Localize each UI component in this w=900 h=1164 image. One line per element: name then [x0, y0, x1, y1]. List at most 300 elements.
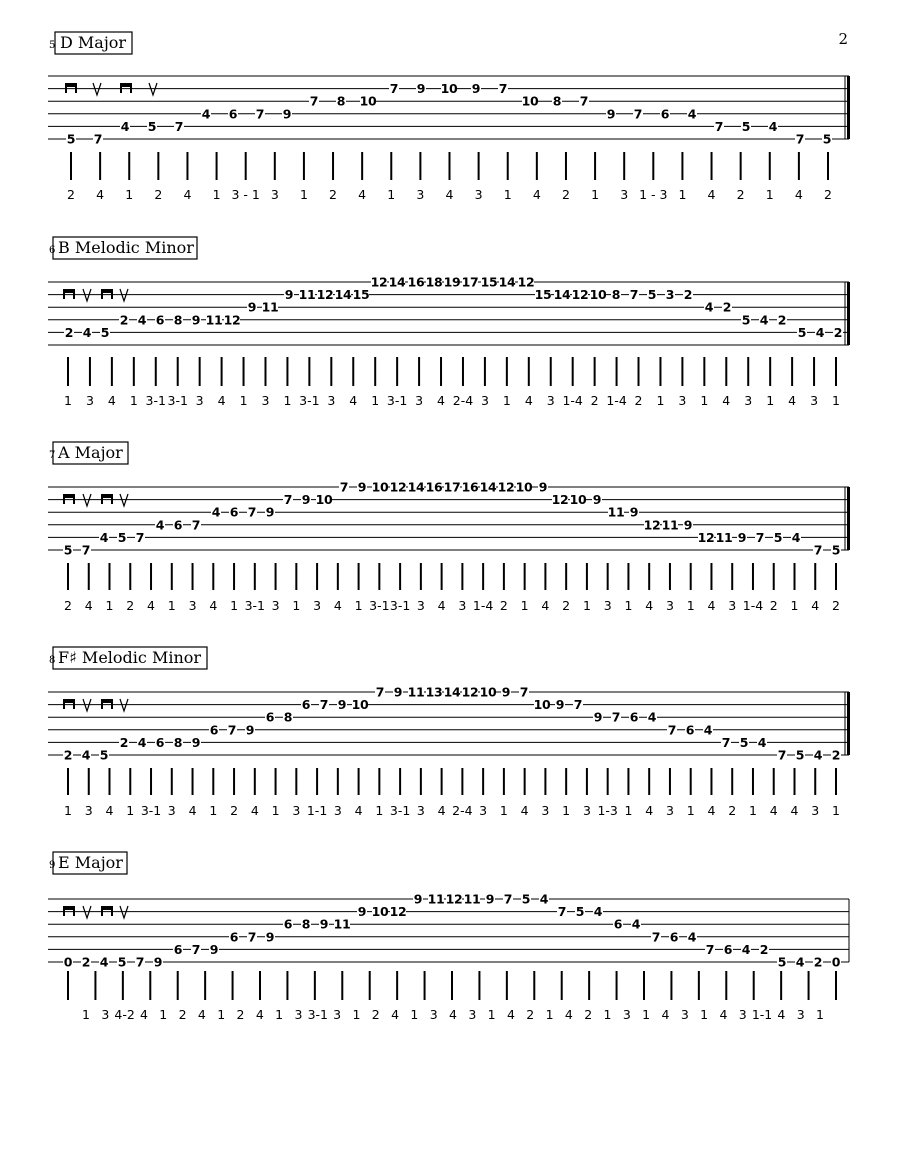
fingering-number: 1	[520, 598, 529, 613]
fingering-number: 4	[437, 393, 446, 408]
fret-number: 7	[319, 697, 329, 713]
fingering-number: 1	[371, 393, 380, 408]
fret-number: 7	[519, 684, 529, 700]
fingering-number: 3	[810, 393, 819, 408]
fingering-number: 4	[719, 1007, 728, 1022]
fret-number: 7	[247, 504, 257, 520]
fret-number: 7	[375, 684, 385, 700]
fret-number: 9	[265, 504, 275, 520]
fingering-number: 3-1	[389, 598, 411, 613]
fret-number: 10	[521, 93, 539, 109]
fret-number: 12	[389, 904, 407, 920]
fret-number: 9	[191, 312, 201, 328]
fingering-number: 4	[358, 187, 367, 202]
fret-number: 11	[407, 684, 425, 700]
fret-number: 12	[497, 479, 515, 495]
fret-number: 6	[660, 106, 670, 122]
fingering-number: 1	[292, 598, 301, 613]
downstroke-left-leg	[101, 699, 103, 709]
fret-number: 16	[425, 479, 443, 495]
fingering-number: 1	[499, 803, 508, 818]
fingering-number: 4	[707, 187, 716, 202]
fret-number: 7	[81, 542, 91, 558]
fret-number: 11	[298, 287, 316, 303]
fingering-number: 3	[665, 598, 674, 613]
downstroke-icon	[101, 906, 113, 916]
fret-number: 7	[579, 93, 589, 109]
final-barline-thick	[847, 76, 850, 139]
fingering-number: 4	[532, 187, 541, 202]
fret-number: 7	[714, 118, 724, 134]
fret-number: 5	[99, 747, 109, 763]
fret-number: 6	[265, 709, 275, 725]
downstroke-left-leg	[63, 699, 65, 709]
fingering-number: 4	[777, 1007, 786, 1022]
fret-number: 14	[479, 479, 497, 495]
fret-number: 6	[173, 941, 183, 957]
fret-number: 5	[63, 542, 73, 558]
fret-number: 9	[471, 81, 481, 97]
fingering-number: 4	[661, 1007, 670, 1022]
fret-number: 7	[283, 492, 293, 508]
fret-number: 14	[553, 287, 571, 303]
fingering-number: 1	[209, 803, 218, 818]
fingering-number: 4	[707, 803, 716, 818]
fret-number: 2	[759, 941, 769, 957]
fret-number: 7	[174, 118, 184, 134]
fret-number: 12	[517, 274, 535, 290]
fingering-number: 3	[678, 393, 687, 408]
section-title: E Major	[58, 853, 123, 872]
fret-number: 10	[440, 81, 458, 97]
fingering-number: 4	[209, 598, 218, 613]
fret-number: 4	[211, 504, 221, 520]
fret-number: 7	[191, 941, 201, 957]
fret-number: 7	[721, 734, 731, 750]
fret-number: 12	[316, 287, 334, 303]
downstroke-right-leg	[111, 494, 113, 504]
fret-number: 9	[191, 734, 201, 750]
fret-number: 15	[352, 287, 370, 303]
fingering-number: 4	[333, 598, 342, 613]
fret-number: 6	[723, 941, 733, 957]
fret-number: 4	[631, 916, 641, 932]
fret-number: 11	[661, 517, 679, 533]
fingering-number: 3	[479, 803, 488, 818]
fret-number: 5	[741, 118, 751, 134]
fingering-number: 2-4	[452, 803, 473, 818]
fret-number: 5	[773, 529, 783, 545]
fingering-number: 3	[292, 803, 301, 818]
fret-number: 5	[117, 954, 127, 970]
fret-number: 5	[100, 324, 110, 340]
fingering-number: 1-3	[597, 803, 618, 818]
fingering-number: 4	[96, 187, 105, 202]
fret-number: 4	[791, 529, 801, 545]
fingering-number: 3	[541, 803, 550, 818]
downstroke-right-leg	[73, 494, 75, 504]
fret-number: 9	[153, 954, 163, 970]
downstroke-left-leg	[63, 494, 65, 504]
tab-system	[48, 442, 850, 613]
fingering-number: 2	[526, 1007, 535, 1022]
fingering-number: 4	[445, 187, 454, 202]
tab-system	[48, 237, 850, 408]
fingering-number: 4	[147, 598, 156, 613]
fret-number: 7	[339, 479, 349, 495]
fingering-number: 4	[564, 1007, 573, 1022]
fingering-number: 4	[506, 1007, 515, 1022]
fingering-number: 1	[352, 1007, 361, 1022]
fingering-number: 3	[261, 393, 270, 408]
fingering-number: 3-1	[140, 803, 162, 818]
fingering-number: 1	[82, 1007, 90, 1022]
fret-number: 4	[647, 709, 657, 725]
fingering-number: 3-1	[386, 393, 408, 408]
fingering-number: 3	[603, 598, 612, 613]
fingering-number: 4	[788, 393, 797, 408]
fret-number: 7	[573, 697, 583, 713]
fret-number: 4	[137, 734, 147, 750]
fingering-number: 1-4	[742, 598, 764, 613]
fingering-number: 4	[84, 598, 93, 613]
fingering-number: 3	[416, 598, 425, 613]
fingering-number: 1	[125, 187, 134, 202]
fret-number: 9	[592, 492, 602, 508]
fret-number: 5	[777, 954, 787, 970]
fret-number: 2	[64, 324, 74, 340]
fingering-number: 4	[183, 187, 192, 202]
fingering-number: 4	[349, 393, 358, 408]
fret-number: 18	[425, 274, 443, 290]
downstroke-icon	[63, 699, 75, 709]
fret-number: 8	[611, 287, 621, 303]
fingering-number: 4	[437, 598, 446, 613]
fret-number: 11	[333, 916, 351, 932]
fret-number: 13	[425, 684, 443, 700]
downstroke-left-leg	[63, 906, 65, 916]
fingering-number: 1	[678, 187, 687, 202]
fingering-number: 1	[167, 598, 176, 613]
fingering-number: 1-4	[606, 393, 627, 408]
fingering-number: 3	[270, 187, 279, 202]
fingering-number: 3	[188, 598, 197, 613]
fingering-number: 1	[129, 393, 138, 408]
fret-number: 11	[607, 504, 625, 520]
fingering-number: 3-1	[307, 1007, 329, 1022]
fingering-number: 3	[811, 803, 820, 818]
fingering-number: 1	[375, 803, 384, 818]
fret-number: 7	[629, 287, 639, 303]
fingering-number: 1	[766, 393, 775, 408]
fret-number: 8	[173, 312, 183, 328]
fingering-number: 3-1	[369, 598, 390, 613]
fret-number: 4	[201, 106, 211, 122]
fingering-number: 3	[680, 1007, 689, 1022]
fingering-number: 3	[738, 1007, 747, 1022]
fingering-number: 1	[562, 803, 571, 818]
fingering-number: 3	[546, 393, 555, 408]
fret-number: 16	[407, 274, 425, 290]
fret-number: 10	[315, 492, 333, 508]
fret-number: 12	[389, 479, 407, 495]
fingering-number: 3	[474, 187, 483, 202]
fret-number: 4	[120, 118, 130, 134]
fingering-number: 3	[429, 1007, 438, 1022]
fingering-number: 2	[64, 598, 72, 613]
fret-number: 2	[722, 299, 732, 315]
fingering-number: 1	[354, 598, 363, 613]
fingering-number: 1	[387, 187, 396, 202]
fret-number: 4	[82, 324, 92, 340]
fingering-number: 1	[487, 1007, 496, 1022]
fingering-number: 4	[794, 187, 803, 202]
fingering-number: 2	[371, 1007, 380, 1022]
fret-number: 6	[613, 916, 623, 932]
fret-number: 14	[388, 274, 406, 290]
fret-number: 5	[66, 131, 76, 147]
downstroke-icon	[63, 906, 75, 916]
fingering-number: 1	[502, 393, 511, 408]
fingering-number: 1-4	[472, 598, 494, 613]
fingering-number: 2	[236, 1007, 245, 1022]
fret-number: 9	[319, 916, 329, 932]
fret-number: 2	[833, 324, 843, 340]
fret-number: 7	[255, 106, 265, 122]
measure-number: 8	[49, 655, 56, 666]
fingering-number: 1	[790, 598, 799, 613]
fret-number: 9	[501, 684, 511, 700]
fret-number: 7	[611, 709, 621, 725]
fingering-number: 2	[561, 187, 570, 202]
section-title: B Melodic Minor	[58, 238, 194, 257]
section-title: F♯ Melodic Minor	[58, 648, 202, 667]
page-number: 2	[838, 30, 848, 48]
downstroke-icon	[101, 699, 113, 709]
fingering-number: 2	[230, 803, 239, 818]
fingering-number: 3	[195, 393, 204, 408]
fingering-number: 1	[239, 393, 248, 408]
fret-number: 9	[265, 929, 275, 945]
fingering-number: 1	[271, 803, 280, 818]
fret-number: 4	[704, 299, 714, 315]
fingering-number: 3	[744, 393, 753, 408]
fingering-number: 4	[139, 1007, 148, 1022]
fingering-number: 2	[584, 1007, 593, 1022]
fret-number: 9	[606, 106, 616, 122]
fingering-number: 4	[811, 598, 820, 613]
fingering-number: 1	[217, 1007, 226, 1022]
fret-number: 2	[119, 312, 129, 328]
fret-number: 9	[301, 492, 311, 508]
fingering-number: 4	[524, 393, 533, 408]
fingering-number: 3	[327, 393, 336, 408]
fret-number: 6	[155, 312, 165, 328]
fret-number: 9	[209, 941, 219, 957]
fingering-number: 4	[645, 803, 654, 818]
fret-number: 6	[228, 106, 238, 122]
fingering-number: 2	[329, 187, 338, 202]
fret-number: 7	[498, 81, 508, 97]
fret-number: 2	[81, 954, 91, 970]
fret-number: 16	[461, 479, 479, 495]
downstroke-right-leg	[111, 906, 113, 916]
fingering-number: 3	[416, 187, 425, 202]
fingering-number: 2	[824, 187, 832, 202]
fret-number: 0	[63, 954, 73, 970]
fret-number: 7	[813, 542, 823, 558]
fret-number: 10	[569, 492, 587, 508]
fret-number: 0	[831, 954, 841, 970]
fingering-number: 1-1	[306, 803, 328, 818]
fret-number: 8	[173, 734, 183, 750]
fret-number: 7	[247, 929, 257, 945]
fingering-number: 3	[622, 1007, 631, 1022]
fingering-number: 1	[603, 1007, 612, 1022]
fret-number: 4	[539, 891, 549, 907]
fret-number: 11	[261, 299, 279, 315]
fret-number: 5	[795, 747, 805, 763]
fingering-number: 2	[769, 598, 778, 613]
fret-number: 7	[633, 106, 643, 122]
fingering-number: 4	[707, 598, 716, 613]
downstroke-icon	[63, 494, 75, 504]
fret-number: 2	[831, 747, 841, 763]
fret-number: 9	[247, 299, 257, 315]
fret-number: 5	[831, 542, 841, 558]
fret-number: 7	[135, 529, 145, 545]
fingering-number: 1	[275, 1007, 284, 1022]
fingering-number: 1	[212, 187, 221, 202]
fret-number: 9	[593, 709, 603, 725]
fingering-number: 2	[634, 393, 643, 408]
fret-number: 9	[357, 479, 367, 495]
fingering-number: 1	[656, 393, 665, 408]
fingering-number: 3	[796, 1007, 805, 1022]
fret-number: 2	[813, 954, 823, 970]
fret-number: 15	[480, 274, 498, 290]
fingering-number: 1	[624, 803, 633, 818]
fret-number: 10	[371, 479, 389, 495]
fret-number: 6	[209, 722, 219, 738]
tab-system	[48, 647, 850, 818]
fret-number: 11	[463, 891, 481, 907]
fret-number: 6	[229, 929, 239, 945]
fret-number: 4	[757, 734, 767, 750]
fret-number: 6	[301, 697, 311, 713]
fingering-number: 2	[178, 1007, 187, 1022]
downstroke-icon	[101, 289, 113, 299]
fingering-number: 4	[197, 1007, 206, 1022]
fingering-number: 1	[686, 803, 695, 818]
fret-number: 14	[334, 287, 352, 303]
fret-number: 9	[284, 287, 294, 303]
fingering-number: 3	[582, 803, 591, 818]
fingering-number: 3-1	[299, 393, 320, 408]
downstroke-left-leg	[101, 906, 103, 916]
fingering-number: 3	[313, 598, 322, 613]
downstroke-right-leg	[111, 699, 113, 709]
fingering-number: 1	[283, 393, 292, 408]
fret-number: 4	[81, 747, 91, 763]
measure-number: 7	[49, 450, 56, 461]
fret-number: 9	[413, 891, 423, 907]
fret-number: 4	[759, 312, 769, 328]
fingering-number: 4	[769, 803, 778, 818]
fingering-number: 1	[230, 598, 239, 613]
downstroke-right-leg	[73, 289, 75, 299]
section-title: D Major	[60, 33, 127, 52]
fingering-number: 3-1	[389, 803, 411, 818]
downstroke-left-leg	[101, 494, 103, 504]
downstroke-icon	[65, 83, 77, 93]
fret-number: 9	[245, 722, 255, 738]
fret-number: 17	[443, 479, 461, 495]
fingering-number: 1	[503, 187, 512, 202]
fingering-number: 3-1	[244, 598, 266, 613]
fret-number: 7	[309, 93, 319, 109]
fret-number: 5	[797, 324, 807, 340]
fret-number: 6	[669, 929, 679, 945]
fingering-number: 1	[591, 187, 600, 202]
fret-number: 15	[534, 287, 552, 303]
fingering-number: 1	[624, 598, 633, 613]
fingering-number: 1	[832, 803, 840, 818]
fingering-number: 4	[354, 803, 363, 818]
fingering-number: 2	[126, 598, 135, 613]
fingering-number: 4	[437, 803, 446, 818]
fingering-number: 3	[415, 393, 424, 408]
fret-number: 7	[795, 131, 805, 147]
fingering-number: 2-4	[452, 393, 474, 408]
fret-number: 9	[337, 697, 347, 713]
fret-number: 4	[155, 517, 165, 533]
fingering-number: 3	[101, 1007, 110, 1022]
fret-number: 10	[589, 287, 607, 303]
fret-number: 19	[443, 274, 461, 290]
fret-number: 7	[389, 81, 399, 97]
fingering-number: 1	[545, 1007, 554, 1022]
fingering-number: 3	[480, 393, 489, 408]
downstroke-icon	[63, 289, 75, 299]
fret-number: 7	[93, 131, 103, 147]
fret-number: 9	[282, 106, 292, 122]
fingering-number: 1	[159, 1007, 168, 1022]
fingering-number: 3	[84, 803, 93, 818]
fingering-number: 2	[562, 598, 571, 613]
fingering-number: 1	[700, 1007, 709, 1022]
final-barline-thick	[847, 282, 850, 345]
fret-number: 2	[683, 287, 693, 303]
fingering-number: 1	[299, 187, 308, 202]
fingering-number: 2	[499, 598, 508, 613]
fret-number: 6	[155, 734, 165, 750]
measure-number: 6	[49, 245, 56, 256]
fret-number: 12	[223, 312, 241, 328]
fingering-number: 1 - 3	[639, 187, 668, 202]
fret-number: 7	[755, 529, 765, 545]
fingering-number: 1-1	[751, 1007, 773, 1022]
fret-number: 9	[357, 904, 367, 920]
fret-number: 4	[99, 954, 109, 970]
fret-number: 17	[461, 274, 479, 290]
fret-number: 3	[665, 287, 675, 303]
fingering-number: 3	[728, 598, 737, 613]
fret-number: 6	[629, 709, 639, 725]
fingering-number: 1	[748, 803, 757, 818]
fingering-number: 1	[816, 1007, 824, 1022]
fingering-number: 2	[736, 187, 745, 202]
